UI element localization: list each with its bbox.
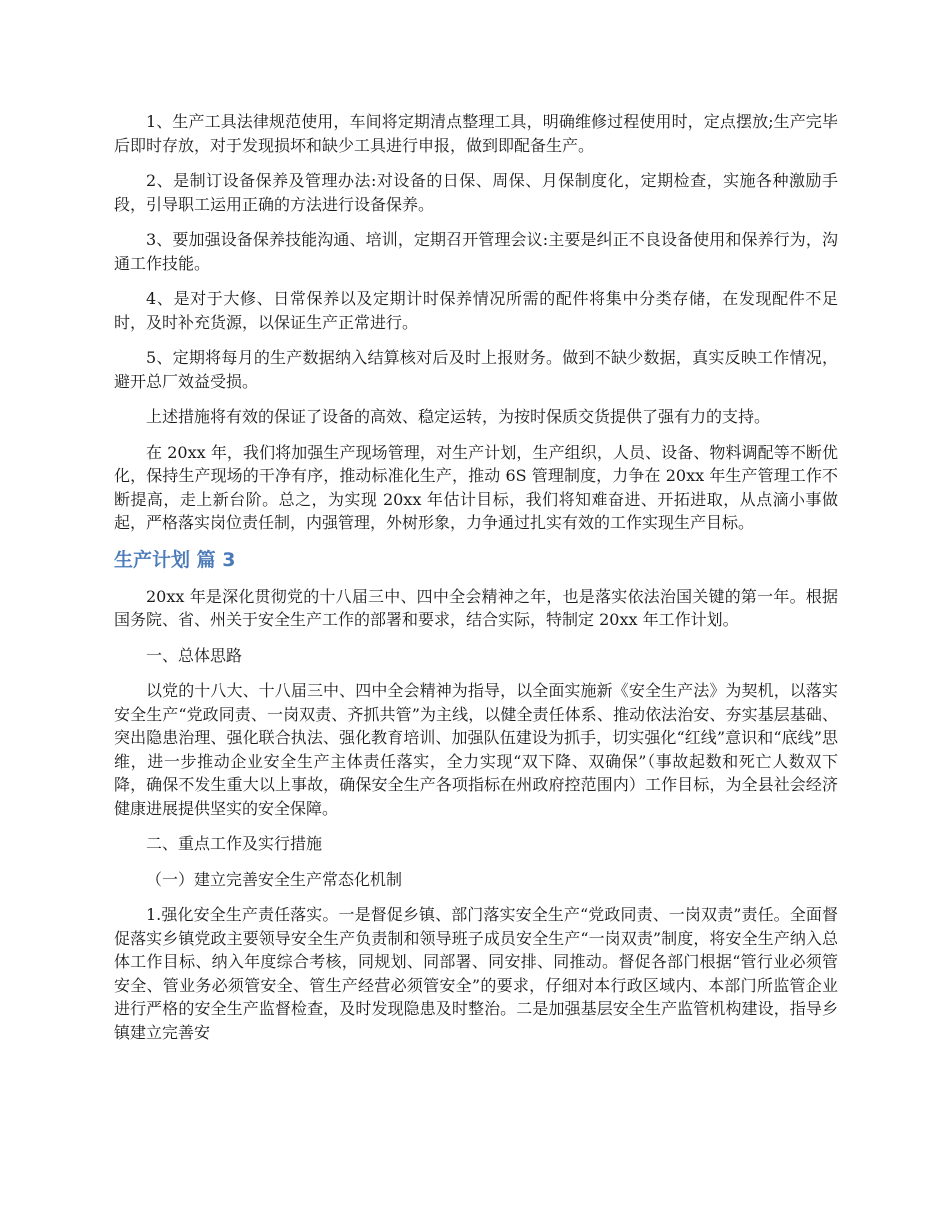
document-page [114, 110, 838, 1056]
paragraph-monthly-data: 5、定期将每月的生产数据纳入结算核对后及时上报财务。做到不缺少数据，真实反映工作情况，避开总厂效益受损。 [114, 348, 838, 391]
paragraph-annual-goal: 在 20xx 年，我们将加强生产现场管理，对生产计划，生产组织，人员、设备、物料调配等不断优化，保持生产现场的干净有序，推动标准化生产，推动 6S 管理制度，力争在 20xx 年生产管理工作不断提高，走上新台阶。总之，为实现 20xx 年估计目标，我们将知难奋进、开拓进取，从点滴小事做起，严格落实岗位责任制，内强管理，外树形象，力争通过扎实有效的工作实现生产目标。 [114, 442, 838, 532]
paragraph-general-idea: 以党的十八大、十八届三中、四中全会精神为指导，以全面实施新《安全生产法》为契机，以落实安全生产“党政同责、一岗双责、齐抓共管”为主线，以健全责任体系、推动依法治安、夯实基层基础、突出隐患治理、强化联合执法、强化教育培训、加强队伍建设为抓手，切实强化“红线”意识和“底线”思维，进一步推动企业安全生产主体责任落实，全力实现“双下降、双确保”（事故起数和死亡人数双下降，确保不发生重大以上事故，确保安全生产各项指标在州政府控范围内）工作目标，为全县社会经济健康进展提供坚实的安全保障。 [114, 681, 838, 818]
paragraph-measures-summary: 上述措施将有效的保证了设备的高效、稳定运转，为按时保质交货提供了强有力的支持。 [146, 407, 771, 426]
paragraph-training: 3、要加强设备保养技能沟通、培训，定期召开管理会议:主要是纠正不良设备使用和保养行为，沟通工作技能。 [114, 230, 838, 273]
section-heading [114, 547, 838, 573]
paragraph-intro: 20xx 年是深化贯彻党的十八届三中、四中全会精神之年，也是落实依法治国关键的第一年。根据国务院、省、州关于安全生产工作的部署和要求，结合实际，特制定 20xx 年工作计划。 [114, 586, 838, 629]
subheading-general-idea: 一、总体思路 [146, 645, 243, 665]
section-heading-text: 生产计划 篇 3 [114, 548, 236, 571]
subheading-mechanism: （一）建立完善安全生产常态化机制 [146, 869, 403, 889]
paragraph-responsibility: 1.强化安全生产责任落实。一是督促乡镇、部门落实安全生产“党政同责、一岗双责”责任。全面督促落实乡镇党政主要领导安全生产负责制和领导班子成员安全生产“一岗双责”制度，将安全生产纳入总体工作目标、纳入年度综合考核，同规划、同部署、同安排、同推动。督促各部门根据“管行业必须管安全、管业务必须管安全、管生产经营必须管安全”的要求，仔细对本行政区域内、本部门所监管企业进行严格的安全生产监督检查，及时发现隐患及时整治。二是加强基层安全生产监管机构建设，指导乡镇建立完善安 [114, 905, 838, 1042]
paragraph-maintenance-rules: 2、是制订设备保养及管理办法:对设备的日保、周保、月保制度化，定期检查，实施各种激励手段，引导职工运用正确的方法进行设备保养。 [114, 171, 838, 214]
paragraph-spare-parts: 4、是对于大修、日常保养以及定期计时保养情况所需的配件将集中分类存储，在发现配件不足时，及时补充货源，以保证生产正常进行。 [114, 289, 838, 332]
subheading-key-work: 二、重点工作及实行措施 [146, 834, 323, 853]
paragraph-tools: 1、生产工具法律规范使用，车间将定期清点整理工具，明确维修过程使用时，定点摆放;生产完毕后即时存放，对于发现损坏和缺少工具进行申报，做到即配备生产。 [114, 112, 838, 155]
